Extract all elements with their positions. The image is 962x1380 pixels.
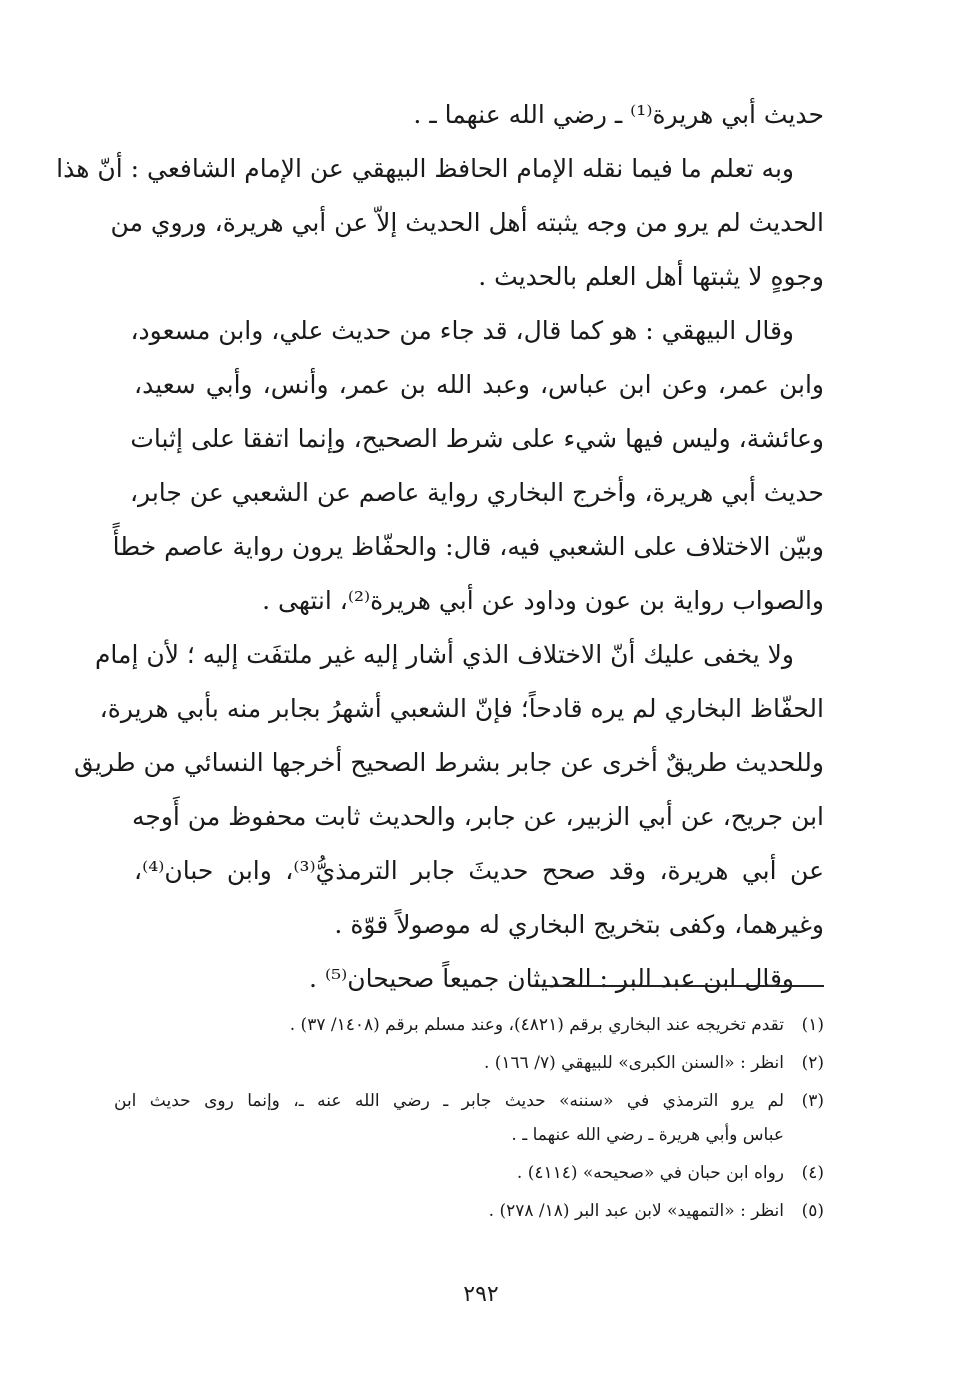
footnote-text (114, 1008, 784, 1042)
footnote-line: عباس وأبي هريرة ـ رضي الله عنهما ـ . (511, 1125, 784, 1145)
footnote-line: لم يرو الترمذي في «سننه» حديث جابر ـ رضي الله عنه ـ، وإنما روى حديث ابن (114, 1091, 784, 1111)
footnote-number: (٢) (801, 1053, 824, 1073)
page-number: ٢٩٢ (463, 1282, 499, 1307)
footnote-number: (١) (801, 1015, 824, 1035)
text-line: حديث أبي هريرة⁽¹⁾ ـ رضي الله عنهما ـ . (413, 100, 824, 129)
text-line: وبه تعلم ما فيما نقله الإمام الحافظ البيهقي عن الإمام الشافعي : أنّ هذا (56, 154, 794, 183)
footnote (114, 1046, 824, 1080)
text-line: عن أبي هريرة، وقد صحح حديثَ جابر الترمذيُّ⁽³⁾، وابن حبان⁽⁴⁾، (134, 856, 824, 885)
text-line: وابن عمر، وعن ابن عباس، وعبد الله بن عمر، وأنس، وأبي سعيد، (134, 370, 824, 399)
footnote-text (114, 1046, 784, 1080)
footnote-text (114, 1084, 784, 1152)
text-line: وجوهٍ لا يثبتها أهل العلم بالحديث . (478, 262, 824, 291)
footnote-text (114, 1156, 784, 1190)
footnote-number: (٤) (801, 1163, 824, 1183)
main-text-block (56, 88, 824, 1006)
text-line: ابن جريح، عن أبي الزبير، عن جابر، والحديث ثابت محفوظ من أَوجه (131, 802, 824, 831)
text-line: وبيّن الاختلاف على الشعبي فيه، قال: والحفّاظ يرون رواية عاصم خطأً (112, 532, 824, 561)
footnote-line: انظر : «التمهيد» لابن عبد البر (١٨/ ٢٧٨) . (488, 1201, 784, 1221)
text-line: وعائشة، وليس فيها شيء على شرط الصحيح، وإنما اتفقا على إثبات (130, 424, 824, 453)
footnote-number: (٥) (801, 1201, 824, 1221)
footnote (114, 1194, 824, 1228)
text-line: والصواب رواية بن عون وداود عن أبي هريرة⁽²⁾، انتهى . (262, 586, 824, 615)
text-line: وللحديث طريقٌ أخرى عن جابر بشرط الصحيح أخرجها النسائي من طريق (74, 748, 824, 777)
footnote-line: تقدم تخريجه عند البخاري برقم (٤٨٢١)، وعند مسلم برقم (١٤٠٨/ ٣٧) . (289, 1015, 784, 1035)
text-line: وغيرهما، وكفى بتخريج البخاري له موصولاً قوّة . (334, 910, 824, 939)
footnote-text (114, 1194, 784, 1228)
text-line: الحديث لم يرو من وجه يثبته أهل الحديث إلاّ عن أبي هريرة، وروي من (110, 208, 824, 237)
text-line: ولا يخفى عليك أنّ الاختلاف الذي أشار إليه غير ملتفَت إليه ؛ لأن إمام (94, 640, 794, 669)
footnote (114, 1084, 824, 1152)
footnote-line: رواه ابن حبان في «صحيحه» (٤١١٤) . (516, 1163, 784, 1183)
text-line: حديث أبي هريرة، وأخرج البخاري رواية عاصم عن الشعبي عن جابر، (129, 478, 824, 507)
text-line: وقال البيهقي : هو كما قال، قد جاء من حديث علي، وابن مسعود، (130, 316, 794, 345)
text-line: الحفّاظ البخاري لم يره قادحاً؛ فإنّ الشعبي أشهرُ بجابر منه بأبي هريرة، (99, 694, 824, 723)
footnote-line: انظر : «السنن الكبرى» للبيهقي (٧/ ١٦٦) . (483, 1053, 784, 1073)
text-line: وقال ابن عبد البر : الحديثان جميعاً صحيحان⁽⁵⁾ . (309, 964, 794, 993)
footnote-separator (534, 985, 824, 987)
footnotes-block (114, 1008, 824, 1232)
footnote (114, 1156, 824, 1190)
footnote-number: (٣) (801, 1091, 824, 1111)
footnote (114, 1008, 824, 1042)
